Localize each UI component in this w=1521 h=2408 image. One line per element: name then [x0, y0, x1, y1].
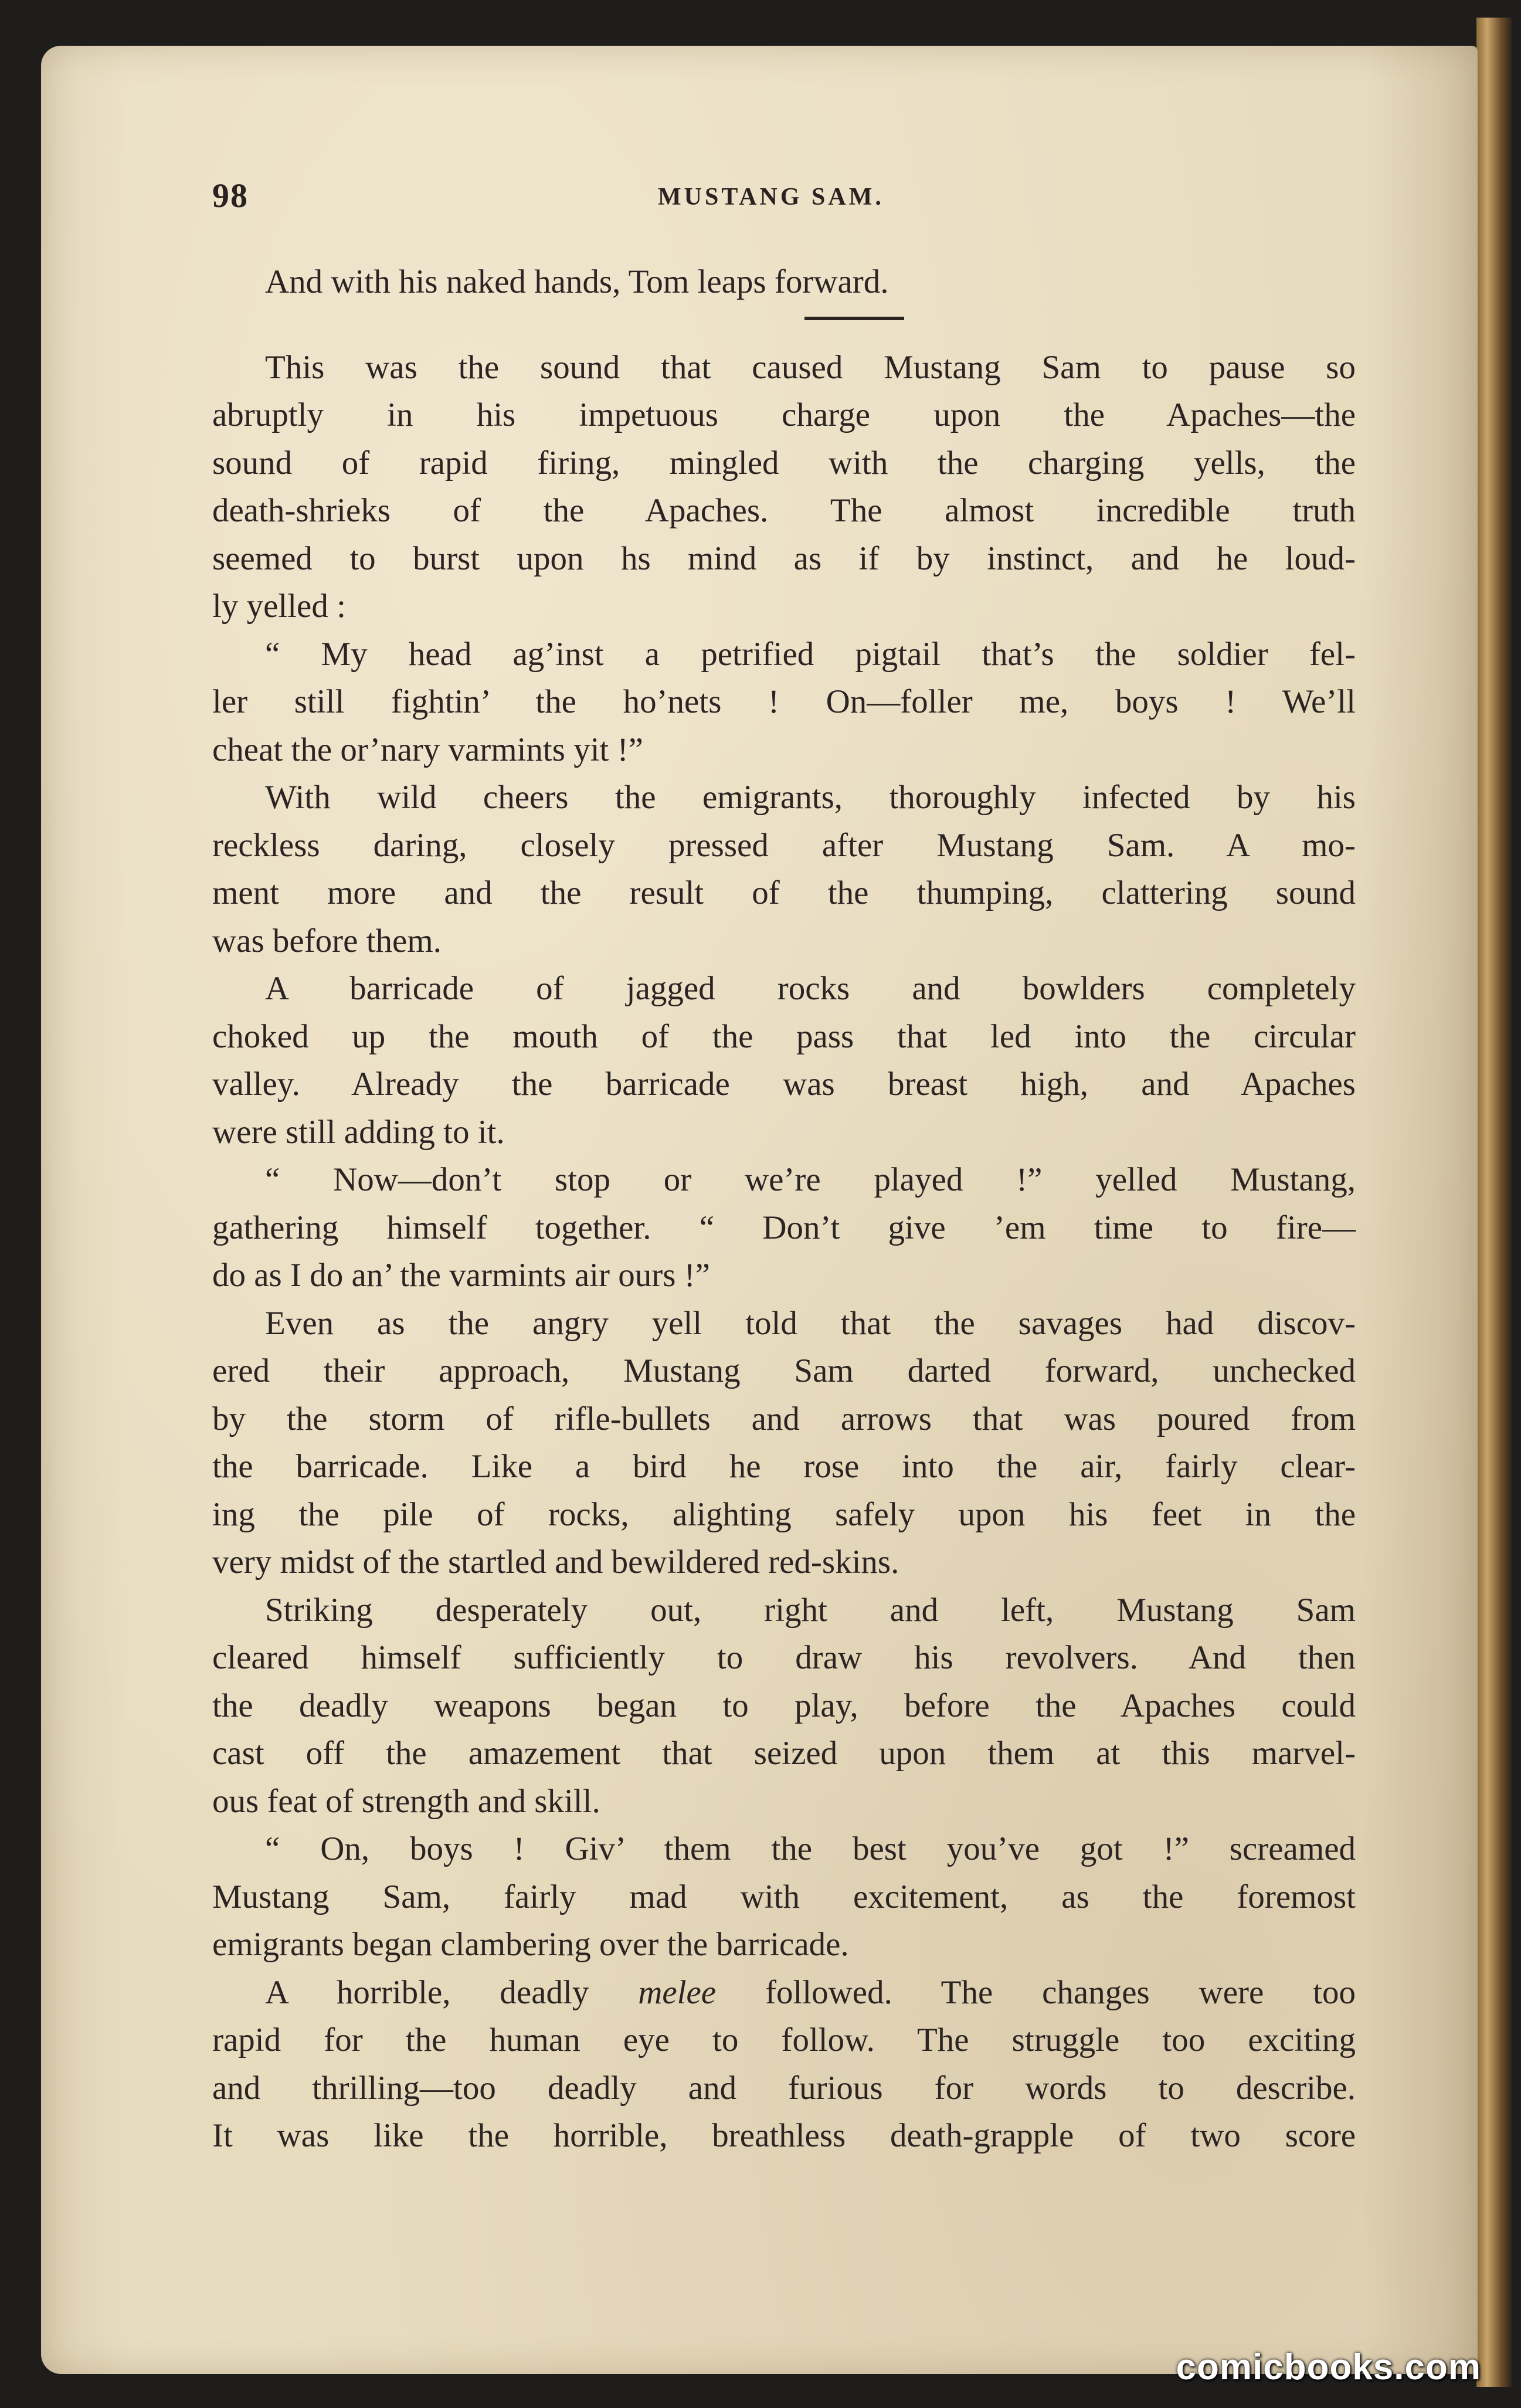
text-line: and thrilling—too deadly and furious for words to describe. — [212, 2069, 1356, 2107]
text-line: emigrants began clambering over the barricade. — [212, 1926, 849, 1963]
text-line: This was the sound that caused Mustang Sam to pause so — [265, 348, 1356, 386]
text-line: was before them. — [212, 922, 442, 959]
text-line — [212, 1969, 1356, 2017]
text-fragment: A horrible, deadly — [265, 1973, 639, 2011]
site-watermark: comicbooks.com — [1176, 2347, 1481, 2387]
text-line: the barricade. Like a bird he rose into the air, fairly clear- — [212, 1448, 1356, 1485]
text-line: valley. Already the barricade was breast high, and Apaches — [212, 1066, 1356, 1103]
text-line: gathering himself together. “ Don’t give ’em time to fire— — [212, 1209, 1356, 1246]
text-line: sound of rapid firing, mingled with the charging yells, the — [212, 444, 1356, 481]
body-text — [212, 258, 1356, 2160]
text-line: cheat the or’nary varmints yit !” — [212, 731, 643, 768]
section-rule — [804, 317, 904, 320]
book-spine — [1476, 18, 1512, 2387]
text-line: Striking desperately out, right and left, Mustang Sam — [265, 1591, 1356, 1629]
page-header — [212, 176, 1356, 223]
text-line: reckless daring, closely pressed after Mustang Sam. A mo- — [212, 826, 1356, 864]
text-line: were still adding to it. — [212, 1113, 505, 1151]
text-line: Mustang Sam, fairly mad with excitement, as the foremost — [212, 1878, 1356, 1915]
text-line: “ My head ag’inst a petrified pigtail that’s the soldier fel- — [265, 635, 1356, 673]
text-line: ing the pile of rocks, alighting safely upon his feet in the — [212, 1495, 1356, 1533]
text-line: “ On, boys ! Giv’ them the best you’ve got !” screamed — [265, 1830, 1356, 1867]
text-line: ler still fightin’ the ho’nets ! On—foller me, boys ! We’ll — [212, 683, 1356, 720]
text-line: A barricade of jagged rocks and bowlders completely — [265, 970, 1356, 1007]
text-line: And with his naked hands, Tom leaps forward. — [265, 263, 889, 300]
text-fragment: followed. The changes were too — [716, 1973, 1356, 2011]
text-line: rapid for the human eye to follow. The struggle too exciting — [212, 2022, 1356, 2058]
text-line: choked up the mouth of the pass that led into the circular — [212, 1018, 1356, 1055]
text-line: seemed to burst upon hs mind as if by instinct, and he loud- — [212, 540, 1356, 577]
text-line: ment more and the result of the thumping, clattering sound — [212, 874, 1356, 911]
text-line: cleared himself sufficiently to draw his revolvers. And then — [212, 1639, 1356, 1676]
text-line: by the storm of rifle-bullets and arrows that was poured from — [212, 1400, 1356, 1437]
running-head: MUSTANG SAM. — [658, 184, 884, 211]
text-line: cast off the amazement that seized upon them at this marvel- — [212, 1735, 1356, 1772]
text-line: It was like the horrible, breathless death-grapple of two score — [212, 2117, 1356, 2154]
page-number: 98 — [212, 177, 249, 215]
text-line: With wild cheers the emigrants, thoroughly infected by his — [265, 779, 1356, 816]
text-line: abruptly in his impetuous charge upon the Apaches—the — [212, 396, 1356, 433]
text-line: the deadly weapons began to play, before the Apaches could — [212, 1687, 1356, 1724]
text-line: very midst of the startled and bewildered red-skins. — [212, 1544, 899, 1581]
italic-word: melee — [638, 1973, 717, 2011]
text-line: ered their approach, Mustang Sam darted forward, unchecked — [212, 1352, 1356, 1389]
text-line: “ Now—don’t stop or we’re played !” yelled Mustang, — [265, 1161, 1356, 1198]
text-line: ly yelled : — [212, 588, 346, 625]
text-line: ous feat of strength and skill. — [212, 1782, 600, 1820]
text-line: Even as the angry yell told that the savages had discov- — [265, 1304, 1356, 1342]
text-line: death-shrieks of the Apaches. The almost incredible truth — [212, 492, 1356, 529]
text-line: do as I do an’ the varmints air ours !” — [212, 1257, 710, 1294]
